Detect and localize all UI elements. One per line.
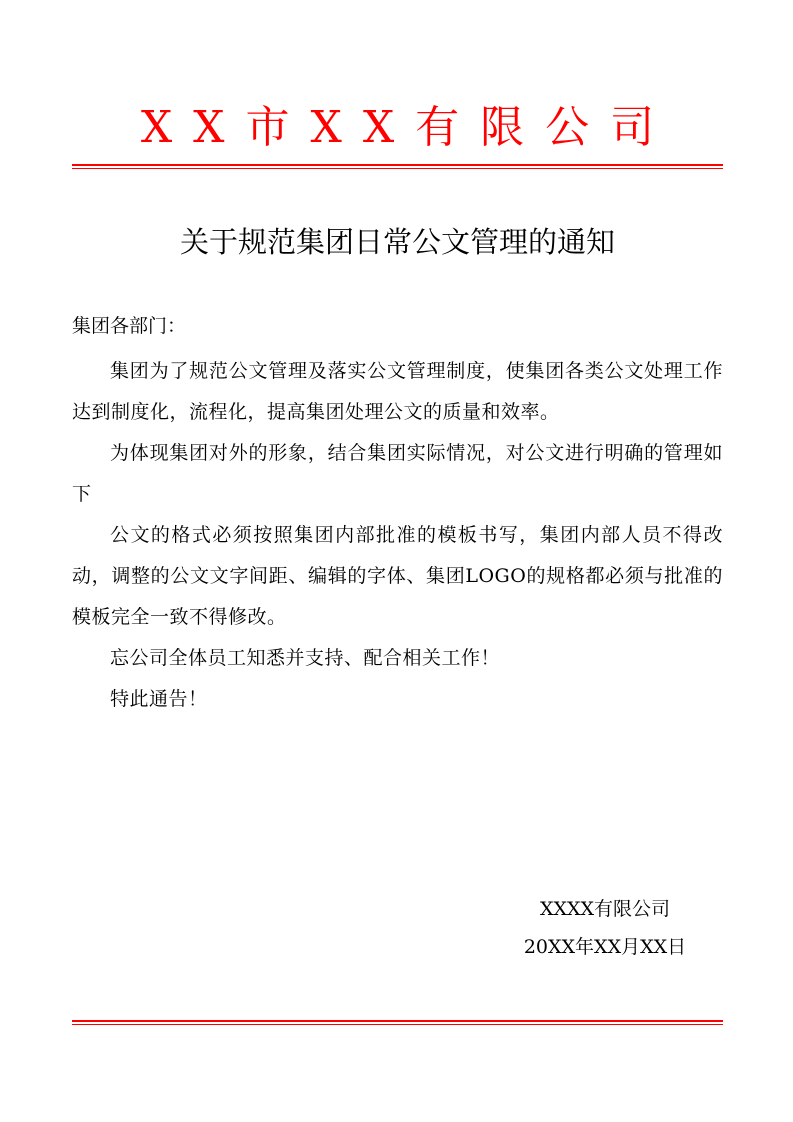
- document-body: [72, 351, 723, 720]
- document-title: 关于规范集团日常公文管理的通知: [179, 225, 615, 259]
- body-paragraph: 为体现集团对外的形象，结合集团实际情况，对公文进行明确的管理如下: [72, 442, 723, 505]
- salutation: 集团各部门：: [72, 315, 187, 337]
- signature-date: 20XX年XX月XX日: [523, 936, 687, 958]
- body-paragraph: 公文的格式必须按照集团内部批准的模板书写，集团内部人员不得改动，调整的公文文字间距、编辑的字体、集团LOGO的规格都必须与批准的模板完全一致不得修改。: [72, 524, 723, 628]
- signature-block: [500, 890, 710, 966]
- letterhead-company-name: XX市XX有限公司: [140, 102, 676, 153]
- body-paragraph: 集团为了规范公文管理及落实公文管理制度，使集团各类公文处理工作达到制度化，流程化，提高集团处理公文的质量和效率。: [72, 360, 723, 423]
- body-paragraph: 特此通告！: [110, 688, 208, 710]
- letterhead-divider: [72, 164, 723, 169]
- signature-issuer: XXXX有限公司: [539, 898, 671, 920]
- footer-divider: [72, 1020, 723, 1025]
- body-paragraph: 忘公司全体员工知悉并支持、配合相关工作！: [110, 647, 501, 669]
